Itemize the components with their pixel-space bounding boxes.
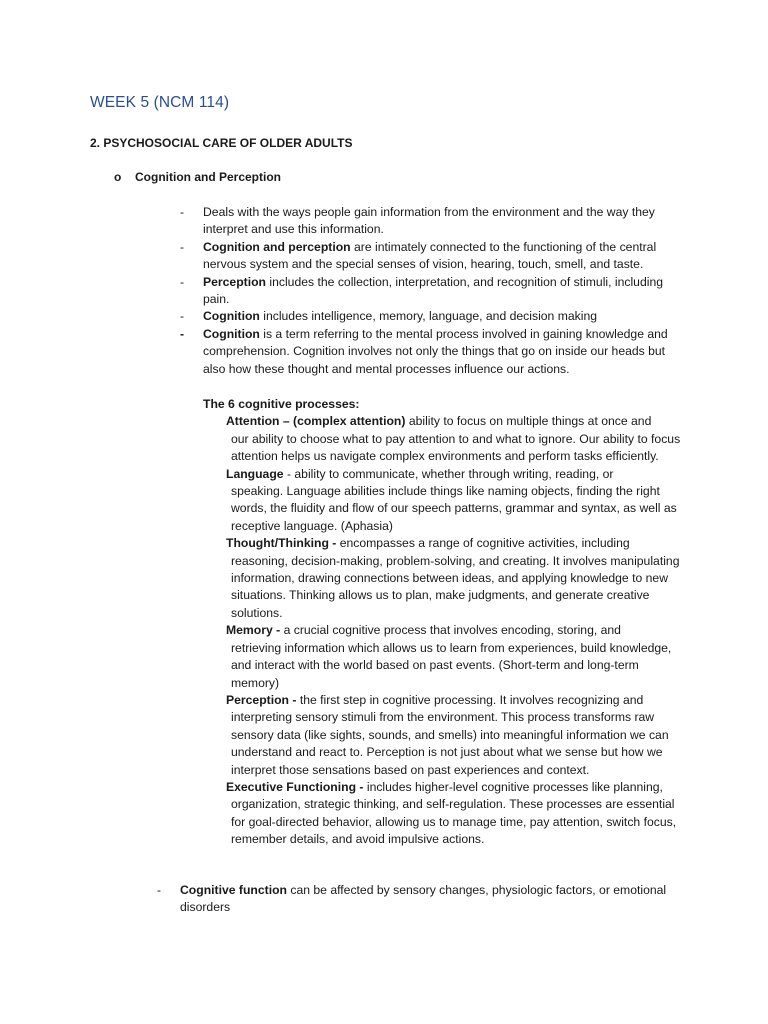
process-item-perception [226, 692, 683, 779]
process-item-thinking [226, 535, 683, 622]
process-term: Attention – (complex attention) [226, 414, 406, 429]
dash-marker: - [180, 239, 185, 254]
list-item [157, 882, 682, 917]
process-text-rest: speaking. Language abilities include things like naming objects, finding the right words, the fluidity and flow of our speech patterns, grammar and syntax, as well as receptive language. (Aphasia) [231, 484, 677, 533]
list-item [180, 308, 680, 325]
process-item-attention [226, 413, 683, 465]
cognition-bullet-list [180, 204, 680, 378]
list-item-bold: Cognitive function [180, 883, 287, 897]
list-item-bold: Cognition and perception [203, 239, 351, 254]
section-heading: 2. PSYCHOSOCIAL CARE OF OLDER ADULTS [90, 136, 353, 150]
process-term: Perception - [226, 692, 297, 707]
process-term: Thought/Thinking - [226, 536, 337, 551]
list-item [180, 326, 680, 378]
dash-marker: - [157, 883, 162, 897]
dash-marker: - [180, 205, 185, 219]
process-item-language [226, 466, 683, 536]
process-text-line1: a crucial cognitive process that involves encoding, storing, and [280, 623, 621, 638]
process-term: Language [226, 466, 284, 481]
process-text-line1: ability to focus on multiple things at once and [405, 414, 652, 429]
process-text-line1: the first step in cognitive processing. It involves recognizing and [296, 692, 644, 707]
cognitive-function-list [157, 882, 682, 917]
list-item-text: Deals with the ways people gain information from the environment and the way they interpret and use this information. [203, 205, 655, 237]
list-item-bold: Cognition [203, 309, 260, 324]
process-text-line1: encompasses a range of cognitive activities, including [336, 536, 630, 551]
process-term: Memory - [226, 623, 281, 638]
process-text-line1: includes higher-level cognitive processes like planning, [363, 779, 663, 794]
process-text-rest: interpreting sensory stimuli from the environment. This process transforms raw sensory data (like sights, sounds, and smells) into meaningful information we can understand and react to. Perception is not just about what we sense but how we interpret those sensations based on past experiences and context. [231, 710, 669, 777]
list-item-text: can be affected by sensory changes, physiologic factors, or emotional disorders [180, 883, 667, 915]
list-item [180, 204, 680, 239]
process-text-line1: - ability to communicate, whether through writing, reading, or [283, 466, 614, 481]
cognitive-processes-section [203, 396, 683, 849]
list-item [180, 239, 680, 274]
dash-marker: - [180, 309, 185, 324]
page-title: WEEK 5 (NCM 114) [90, 94, 230, 111]
list-item-text: are intimately connected to the functioning of the central nervous system and the special senses of vision, hearing, touch, smell, and taste. [203, 239, 657, 272]
process-text-rest: our ability to choose what to pay attention to and what to ignore. Our ability to focus attention helps us navigate complex environments and perform tasks efficiently. [231, 431, 681, 464]
subheading-bullet: o [114, 170, 122, 184]
process-text-rest: retrieving information which allows us to learn from experiences, build knowledge, and interact with the world based on past events. (Short-term and long-term memory) [231, 640, 672, 690]
process-term: Executive Functioning - [226, 779, 364, 794]
process-item-memory [226, 622, 683, 692]
subheading-label: Cognition and Perception [135, 170, 281, 184]
processes-heading: The 6 cognitive processes: [203, 397, 360, 411]
process-text-rest: reasoning, decision-making, problem-solving, and creating. It involves manipulating information, drawing connections between ideas, and applying knowledge to new situations. Thinking allows us to plan, make judgments, and generate creative solutions. [231, 553, 680, 620]
list-item-bold: Cognition [203, 326, 260, 341]
list-item-text: includes the collection, interpretation, and recognition of stimuli, including pain. [203, 274, 663, 307]
process-text-rest: organization, strategic thinking, and self-regulation. These processes are essential for goal-directed behavior, allowing us to manage time, pay attention, switch focus, remember details, and avoid impulsive actions. [231, 797, 677, 847]
list-item-text: includes intelligence, memory, language, and decision making [259, 309, 598, 324]
list-item-bold: Perception [203, 274, 266, 289]
process-item-executive-functioning [226, 779, 683, 849]
list-item-text: is a term referring to the mental process involved in gaining knowledge and comprehension. Cognition involves not only the things that go on inside our heads but also how these thought and mental processes influence our actions. [203, 326, 668, 376]
dash-marker: - [180, 274, 185, 289]
list-item [180, 274, 680, 309]
dash-marker: - [180, 326, 185, 341]
